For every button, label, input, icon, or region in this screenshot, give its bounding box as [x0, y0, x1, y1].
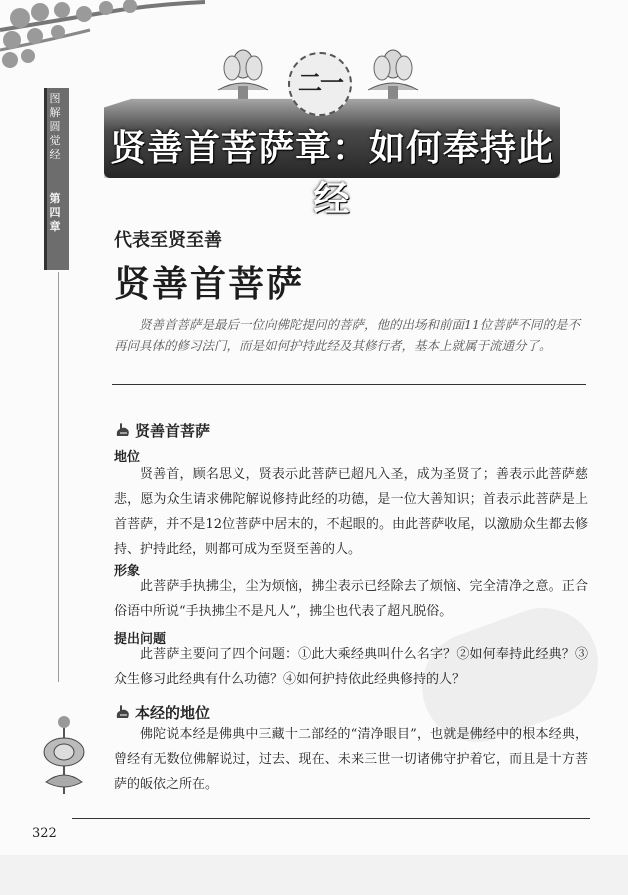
image-paragraph: 此菩萨手执拂尘，尘为烦恼，拂尘表示已经除去了烦恼、完全清净之意。正合俗语中所说“手执拂尘不是凡人”，拂尘也代表了超凡脱俗。: [114, 579, 588, 619]
hand-pointer-icon: [114, 703, 132, 721]
section-heading-text: 贤善首菩萨: [135, 422, 211, 440]
section-title: 贤善首菩萨: [114, 263, 305, 305]
chapter-number-badge: [288, 52, 352, 116]
section-subtitle: 代表至贤至善: [114, 230, 222, 251]
section-heading-bodhisattva: [114, 420, 210, 441]
side-divider: [58, 272, 59, 682]
question-label: 提出问题: [114, 632, 167, 647]
page-number: 322: [32, 826, 57, 841]
scan-edge: [0, 855, 628, 895]
tree-branch-decoration: [0, 0, 210, 70]
status-paragraph: 贤善首，顾名思义，贤表示此菩萨已超凡入圣，成为圣贤了；善表示此菩萨慈悲，愿为众生请求佛陀解说修持此经的功德，是一位大善知识；首表示此菩萨是上首菩萨，并不是12位菩萨中居末的，不起眼的。由此菩萨收尾，以激励众生都去修持、护持此经，则都可成为至贤至善的人。: [114, 467, 588, 557]
chapter-label: 第四章: [49, 192, 61, 233]
intro-paragraph: 贤善首菩萨是最后一位向佛陀提问的菩萨，他的出场和前面11位菩萨不同的是不再问具体的修习法门，而是如何护持此经及其修行者，基本上就属于流通分了。: [114, 317, 580, 353]
lotus-icon: [358, 46, 428, 102]
footer-rule: [72, 818, 590, 819]
image-label: 形象: [114, 564, 141, 579]
question-paragraph: 此菩萨主要问了四个问题：①此大乘经典叫什么名字？②如何奉持此经典？③众生修习此经典有什么功德？④如何护持依此经典修持的人？: [114, 647, 588, 687]
section-heading-sutra: [114, 702, 210, 723]
status-label: 地位: [114, 450, 141, 465]
chapter-title: 贤善首菩萨章：如何奉持此经: [109, 127, 554, 220]
lotus-icon: [208, 46, 278, 102]
section-heading-text: 本经的地位: [135, 704, 211, 722]
sutra-paragraph: 佛陀说本经是佛典中三藏十二部经的“清净眼目”，也就是佛经中的根本经典，曾经有无数位佛解说过，过去、现在、未来三世一切诸佛守护着它，而且是十方菩萨的皈依之所在。: [114, 727, 588, 792]
chapter-number: 二一: [298, 68, 342, 97]
series-title: 图解圆觉经: [49, 92, 61, 161]
ornament-lotus-icon: [40, 712, 88, 802]
divider-line: [112, 384, 586, 385]
hand-pointer-icon: [114, 421, 132, 439]
